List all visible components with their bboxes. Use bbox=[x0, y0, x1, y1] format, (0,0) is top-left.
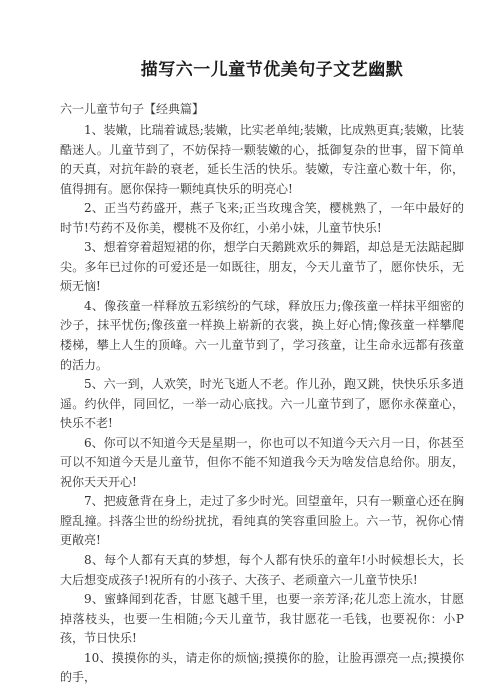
paragraph-10: 10、摸摸你的头，请走你的烦恼;摸摸你的脸，让脸再漂亮一点;摸摸你的手， bbox=[60, 650, 464, 685]
paragraph-3: 3、想着穿着超短裙的你，想学白天鹅跳欢乐的舞蹈，却总是无法踮起脚尖。多年已过你的可爱还是一如既往，朋友，今天儿童节了，愿你快乐，无烦无恼! bbox=[60, 240, 464, 294]
section-heading: 六一儿童节句子【经典篇】 bbox=[60, 102, 205, 116]
paragraph-2: 2、正当芍药盛开，燕子飞来;正当玫瑰含笑，樱桃熟了，一年中最好的时节!芍药不及你美，樱桃不及你红，小弟小妹，儿童节快乐! bbox=[60, 201, 464, 235]
paragraph-7: 7、把疲惫背在身上，走过了多少时光。回望童年，只有一颗童心还在胸膛乱撞。抖落尘世的纷纷扰扰，看纯真的笑容重回脸上。六一节，祝你心情更敞亮! bbox=[60, 494, 464, 548]
document-title: 描写六一儿童节优美句子文艺幽默 bbox=[140, 60, 404, 80]
paragraph-8: 8、每个人都有天真的梦想，每个人都有快乐的童年!小时候想长大，长大后想变成孩子!祝所有的小孩子、大孩子、老顽童六一儿童节快乐! bbox=[60, 553, 464, 587]
article-body bbox=[60, 121, 464, 688]
paragraph-1: 1、装嫩，比瑞着诚恳;装嫩，比实老单纯;装嫩，比成熟更真;装嫩，比装酷迷人。儿童节到了，不妨保持一颗装嫩的心，抵御复杂的世事，留下简单的天真，对抗年龄的衰老，延长生活的快乐。装嫩，专注童心数十年，你，值得拥有。愿你保持一颗纯真快乐的明亮心! bbox=[60, 123, 464, 196]
paragraph-4: 4、像孩童一样释放五彩缤纷的气球，释放压力;像孩童一样抹平细密的沙子，抹平忧伤;像孩童一样换上崭新的衣裳，换上好心情;像孩童一样攀爬楼梯，攀上人生的顶峰。六一儿童节到了，学习孩童，让生命永远都有孩童的活力。 bbox=[60, 298, 464, 372]
paragraph-5: 5、六一到，人欢笑，时光飞逝人不老。作儿孙，跑又跳，快快乐乐多逍遥。约伙伴，同回忆，一举一动心底找。六一儿童节到了，愿你永葆童心，快乐不老! bbox=[60, 377, 464, 431]
paragraph-6: 6、你可以不知道今天是星期一，你也可以不知道今天六月一日，你甚至可以不知道今天是儿童节，但你不能不知道我今天为啥发信息给你。朋友，祝你天天开心! bbox=[60, 435, 464, 489]
paragraph-9: 9、蜜蜂闻到花香，甘愿飞越千里，也要一亲芳泽;花儿恋上流水，甘愿掉落枝头，也要一生相随;今天儿童节，我甘愿花一毛钱，也要祝你：小P孩，节日快乐! bbox=[60, 592, 464, 646]
